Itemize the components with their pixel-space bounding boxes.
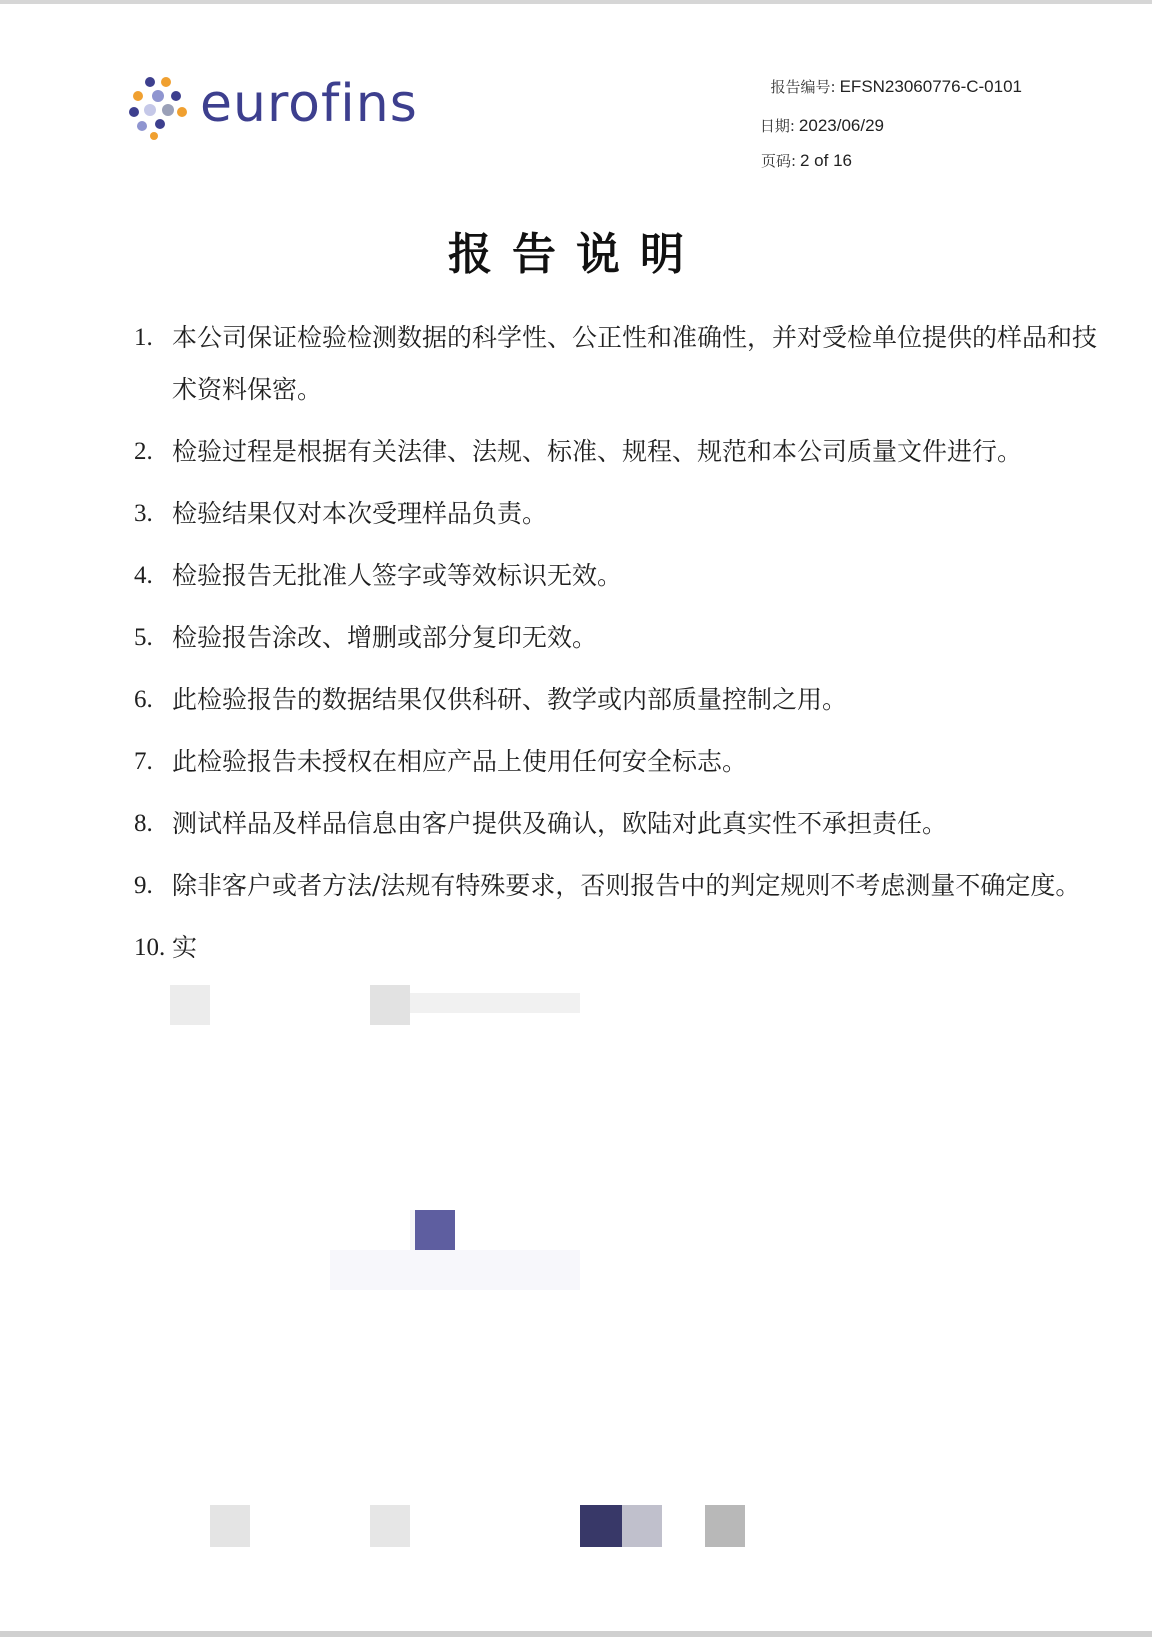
page-label: 页码: <box>760 152 796 170</box>
note-number: 1. <box>134 324 153 351</box>
note-text: 实 <box>172 933 198 962</box>
note-text: 检验报告无批准人签字或等效标识无效。 <box>172 561 623 590</box>
report-number-label: 报告编号: <box>770 78 836 96</box>
date-label: 日期: <box>759 117 795 135</box>
list-item <box>134 550 1104 602</box>
note-text: 测试样品及样品信息由客户提供及确认，欧陆对此真实性不承担责任。 <box>172 809 948 838</box>
redaction-block <box>580 1505 622 1547</box>
redaction-block <box>410 993 580 1013</box>
note-number: 2. <box>134 438 153 465</box>
redaction-block <box>370 1505 410 1547</box>
note-text: 本公司保证检验检测数据的科学性、公正性和准确性，并对受检单位提供的样品和技术资料保密。 <box>172 323 1098 404</box>
note-number: 9. <box>134 872 153 899</box>
logo-wordmark: eurofins <box>200 74 418 134</box>
note-number: 3. <box>134 500 153 527</box>
list-item <box>134 798 1104 850</box>
note-text: 检验过程是根据有关法律、法规、标准、规程、规范和本公司质量文件进行。 <box>172 437 1023 466</box>
redaction-block <box>705 1505 745 1547</box>
note-number: 6. <box>134 686 153 713</box>
list-item <box>134 488 1104 540</box>
redaction-block <box>210 1505 250 1547</box>
list-item <box>134 312 1104 416</box>
company-logo <box>128 76 448 140</box>
note-number: 10. <box>134 934 166 961</box>
list-item <box>134 860 1104 912</box>
note-text: 检验报告涂改、增删或部分复印无效。 <box>172 623 598 652</box>
report-notes-list <box>134 312 1104 984</box>
list-item <box>134 674 1104 726</box>
redaction-block <box>170 985 210 1025</box>
note-number: 7. <box>134 748 153 775</box>
list-item <box>134 922 1104 974</box>
redaction-block <box>622 1505 662 1547</box>
note-number: 8. <box>134 810 153 837</box>
page-row <box>761 150 852 171</box>
note-text: 此检验报告的数据结果仅供科研、教学或内部质量控制之用。 <box>172 685 848 714</box>
note-number: 5. <box>134 624 153 651</box>
note-text: 检验结果仅对本次受理样品负责。 <box>172 499 548 528</box>
list-item <box>134 736 1104 788</box>
redaction-block <box>370 985 410 1025</box>
redaction-block <box>415 1210 455 1252</box>
note-text: 除非客户或者方法/法规有特殊要求，否则报告中的判定规则不考虑测量不确定度。 <box>172 871 1081 900</box>
eurofins-dots-icon <box>128 76 192 140</box>
list-item <box>134 612 1104 664</box>
note-number: 4. <box>134 562 153 589</box>
list-item <box>134 426 1104 478</box>
note-text: 此检验报告未授权在相应产品上使用任何安全标志。 <box>172 747 748 776</box>
date-row <box>760 115 884 136</box>
report-number-row <box>771 76 1022 97</box>
page-value: 2 of 16 <box>800 151 852 170</box>
page-title: 报告说明 <box>448 229 704 280</box>
redacted-area <box>170 985 1070 1585</box>
redaction-block <box>330 1250 580 1290</box>
report-number-value: EFSN23060776-C-0101 <box>839 77 1022 96</box>
date-value: 2023/06/29 <box>798 116 884 135</box>
